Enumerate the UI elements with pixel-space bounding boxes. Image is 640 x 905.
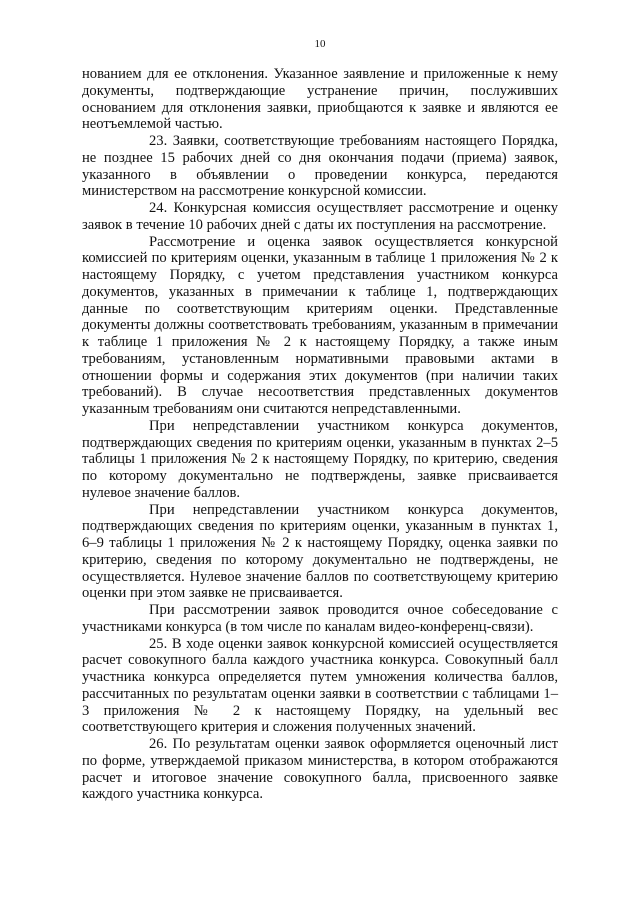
paragraph-interview: При рассмотрении заявок проводится очное собеседование с участниками конкурса (в том числе по каналам видео-конференц-связи). [82,602,558,635]
paragraph-continuation: нованием для ее отклонения. Указанное заявление и приложенные к нему документы, подтверждающие устранение причин, послуживших основанием для отклонения заявки, приобщаются к заявке и являются ее неотъемлемой частью. [82,66,558,133]
page-number: 10 [314,38,326,50]
paragraph-no-evaluation: При непредставлении участником конкурса документов, подтверждающих сведения по критериям оценки, указанным в пунктах 1, 6–9 таблицы 1 приложения № 2 к настоящему Порядку, оценка заявки по критерию, сведения по которому документально не подтверждены, не осуществляется. Нулевое значение баллов по соответствующему критерию оценки при этом заявке не присваивается. [82,501,558,602]
paragraph-evaluation-criteria: Рассмотрение и оценка заявок осуществляется конкурсной комиссией по критериям оценки, указанным в таблице 1 приложения № 2 к настоящему Порядку, с учетом представления участником конкурса документов, указанных в примечании к таблице 1, подтверждающих данные по соответствующим критериям оценки. Представленные документы должны соответствовать требованиям, указанным в примечании к таблице 1 приложения № 2 к настоящему Порядку, а также иным требованиям, установленным нормативными правовыми актами в отношении формы и содержания этих документов (при наличии таких требований). В случае несоответствия представленных документов указанным требованиям они считаются непредставленными. [82,233,558,417]
paragraph-item-24: 24. Конкурсная комиссия осуществляет рассмотрение и оценку заявок в течение 10 рабочих дней с даты их поступления на рассмотрение. [82,200,558,233]
paragraph-item-25: 25. В ходе оценки заявок конкурсной комиссией осуществляется расчет совокупного балла каждого участника конкурса. Совокупный балл участника конкурса определяется путем умножения количества баллов, рассчитанных по результатам оценки заявки в соответствии с таблицами 1–3 приложения № 2 к настоящему Порядку, на удельный вес соответствующего критерия и сложения полученных значений. [82,635,558,736]
paragraph-item-26: 26. По результатам оценки заявок оформляется оценочный лист по форме, утверждаемой приказом министерства, в котором отображаются расчет и итоговое значение совокупного балла, присвоенного заявке каждого участника конкурса. [82,736,558,803]
paragraph-item-23: 23. Заявки, соответствующие требованиям настоящего Порядка, не позднее 15 рабочих дней со дня окончания подачи (приема) заявок, указанного в объявлении о проведении конкурса, передаются министерством на рассмотрение конкурсной комиссии. [82,133,558,200]
paragraph-zero-score: При непредставлении участником конкурса документов, подтверждающих сведения по критериям оценки, указанным в пунктах 2–5 таблицы 1 приложения № 2 к настоящему Порядку, по критерию, сведения по которому документально не подтверждены, заявке присваивается нулевое значение баллов. [82,417,558,501]
document-body [82,66,558,803]
